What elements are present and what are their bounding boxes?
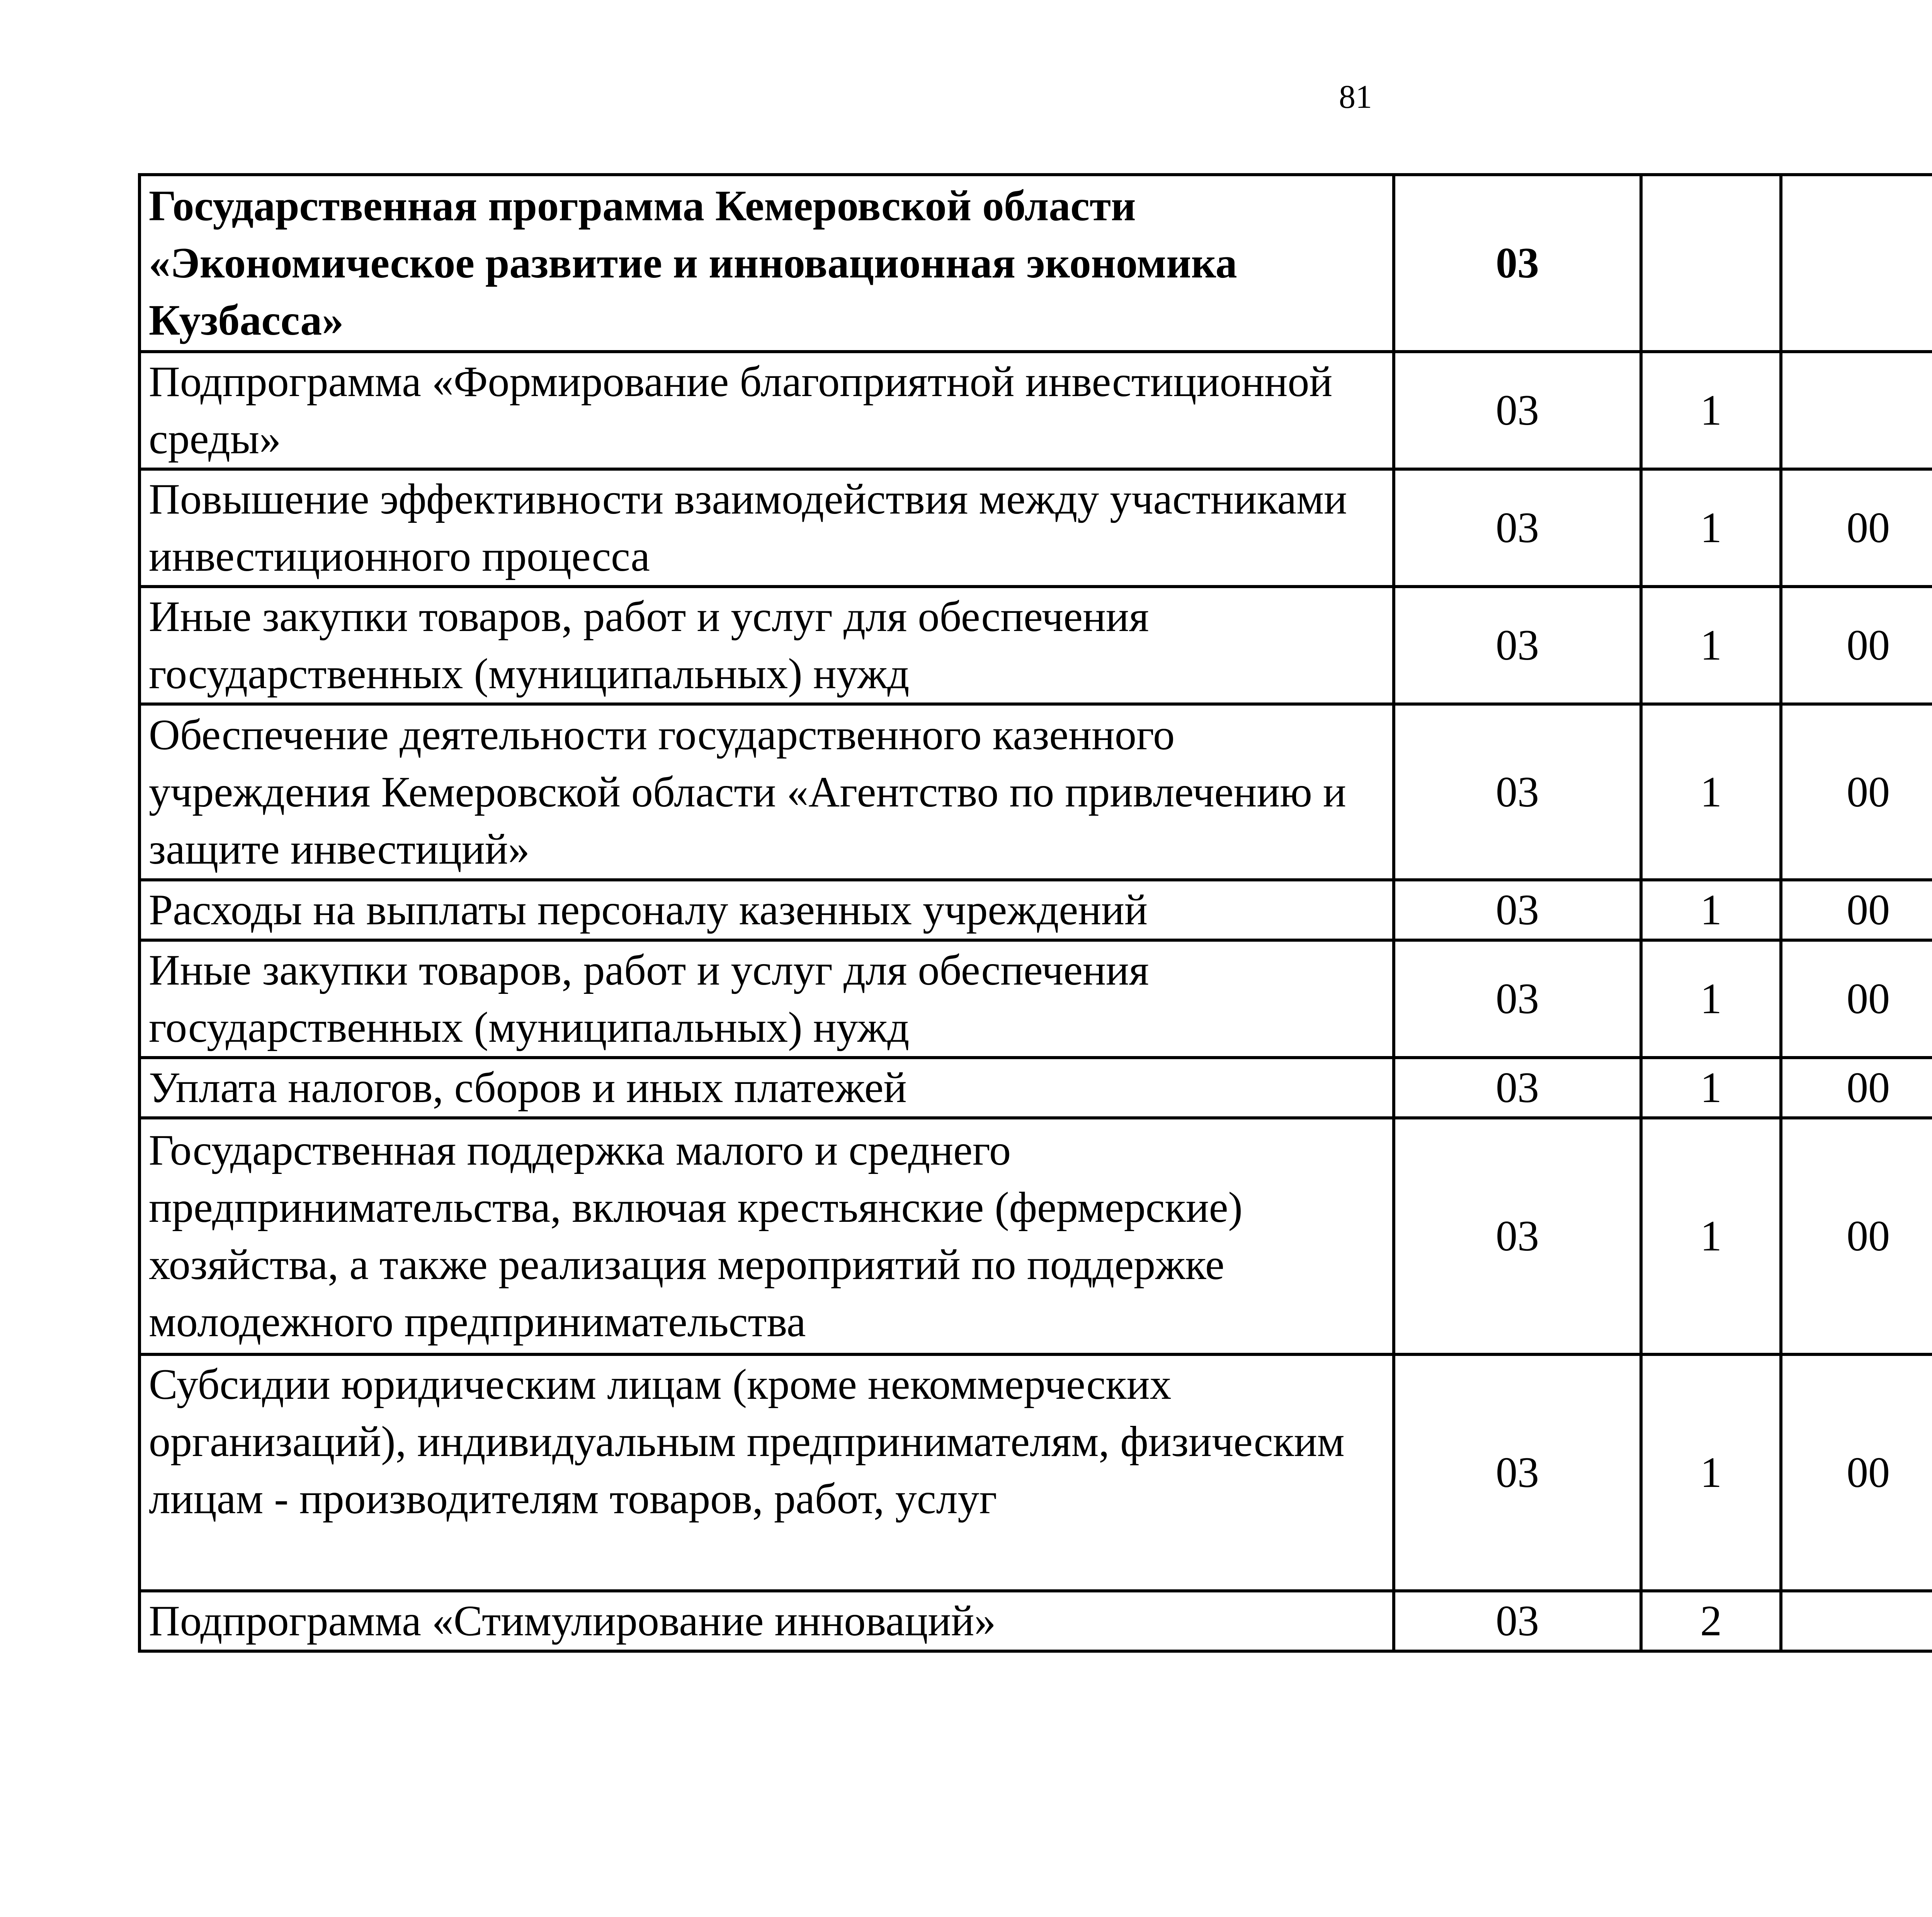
row-name: Иные закупки товаров, работ и услуг для обеспечения государственных (муниципальных) нужд (139, 587, 1394, 704)
row-name: Государственная поддержка малого и среднего предпринимательства, включая крестьянские (фермерские) хозяйства, а также реализация мероприятий по поддержке молодежного предпринимательства (139, 1118, 1394, 1354)
page-number: 81 (1339, 78, 1372, 115)
subprogram-code: 1 (1641, 880, 1781, 940)
table-row (139, 1354, 1932, 1591)
direction-code (1781, 1591, 1932, 1651)
table-row (139, 469, 1932, 587)
row-name: Уплата налогов, сборов и иных платежей (139, 1058, 1394, 1118)
direction-code: 00 (1781, 587, 1932, 704)
table-row (139, 587, 1932, 704)
program-code: 03 (1394, 352, 1641, 469)
row-name: Государственная программа Кемеровской области «Экономическое развитие и инновационная экономика Кузбасса» (139, 175, 1394, 352)
program-code: 03 (1394, 1058, 1641, 1118)
program-code: 03 (1394, 1118, 1641, 1354)
table-row (139, 1058, 1932, 1118)
program-code: 03 (1394, 175, 1641, 352)
direction-code: 00 (1781, 940, 1932, 1058)
direction-code: 00 (1781, 1118, 1932, 1354)
subprogram-code: 1 (1641, 704, 1781, 880)
row-name: Подпрограмма «Формирование благоприятной инвестиционной среды» (139, 352, 1394, 469)
program-code: 03 (1394, 880, 1641, 940)
table-row (139, 704, 1932, 880)
subprogram-code: 1 (1641, 469, 1781, 587)
subprogram-code: 1 (1641, 1058, 1781, 1118)
subprogram-code: 1 (1641, 587, 1781, 704)
table-row (139, 175, 1932, 352)
row-name: Расходы на выплаты персоналу казенных учреждений (139, 880, 1394, 940)
budget-table (138, 173, 1932, 1653)
subprogram-code: 1 (1641, 352, 1781, 469)
table-row (139, 880, 1932, 940)
program-code: 03 (1394, 469, 1641, 587)
subprogram-code: 1 (1641, 1354, 1781, 1591)
table-row (139, 352, 1932, 469)
subprogram-code: 2 (1641, 1591, 1781, 1651)
program-code: 03 (1394, 704, 1641, 880)
direction-code: 00 (1781, 469, 1932, 587)
table-row (139, 1118, 1932, 1354)
direction-code: 00 (1781, 880, 1932, 940)
row-name: Субсидии юридическим лицам (кроме некоммерческих организаций), индивидуальным предпринимателям, физическим лицам - производителям товаров, работ, услуг (139, 1354, 1394, 1591)
table-row (139, 940, 1932, 1058)
program-code: 03 (1394, 940, 1641, 1058)
direction-code: 00 (1781, 1058, 1932, 1118)
direction-code (1781, 352, 1932, 469)
direction-code: 00 (1781, 704, 1932, 880)
program-code: 03 (1394, 587, 1641, 704)
row-name: Обеспечение деятельности государственного казенного учреждения Кемеровской области «Агентство по привлечению и защите инвестиций» (139, 704, 1394, 880)
direction-code (1781, 175, 1932, 352)
program-code: 03 (1394, 1591, 1641, 1651)
row-name: Подпрограмма «Стимулирование инноваций» (139, 1591, 1394, 1651)
direction-code: 00 (1781, 1354, 1932, 1591)
row-name: Повышение эффективности взаимодействия между участниками инвестиционного процесса (139, 469, 1394, 587)
subprogram-code: 1 (1641, 1118, 1781, 1354)
table-row (139, 1591, 1932, 1651)
program-code: 03 (1394, 1354, 1641, 1591)
subprogram-code (1641, 175, 1781, 352)
subprogram-code: 1 (1641, 940, 1781, 1058)
row-name: Иные закупки товаров, работ и услуг для обеспечения государственных (муниципальных) нужд (139, 940, 1394, 1058)
